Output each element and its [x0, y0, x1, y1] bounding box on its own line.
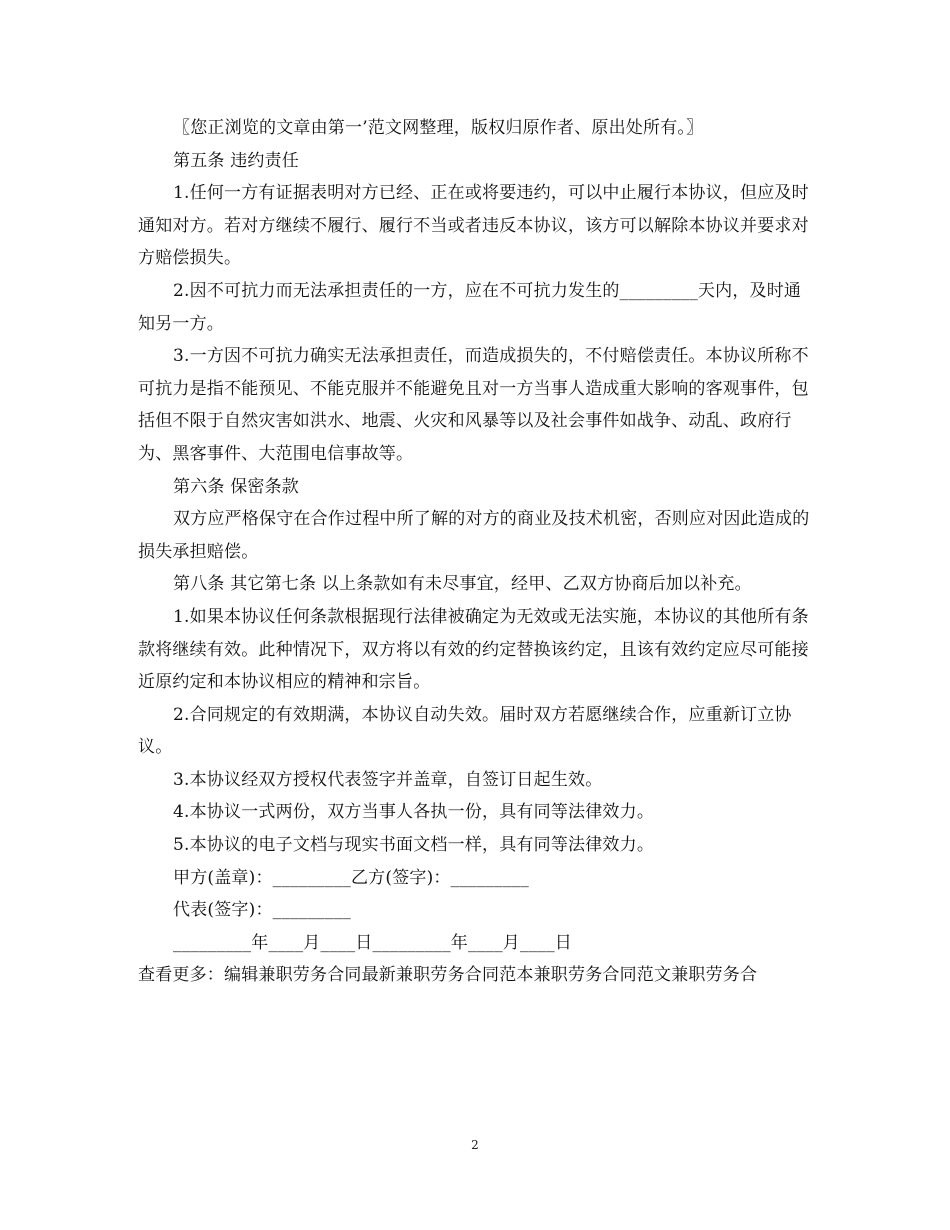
copyright-notice: 〖您正浏览的文章由第一’范文网整理，版权归原作者、原出处所有。〗 — [173, 118, 704, 138]
paragraph: 4.本协议一式两份，双方当事人各执一份，具有同等法律效力。 — [173, 802, 655, 823]
page-number: 2 — [471, 1138, 479, 1152]
paragraph: 3.本协议经双方授权代表签字并盖章，自签订日起生效。 — [173, 769, 603, 790]
signature-line-parties: 甲方(盖章)：_________乙方(签字)：_________ — [173, 867, 529, 888]
paragraph: 5.本协议的电子文档与现实书面文档一样，具有同等法律效力。 — [173, 835, 655, 856]
date-line: _________年____月____日_________年____月____日 — [173, 932, 572, 953]
section-heading-other: 第八条 其它第七条 以上条款如有未尽事宜，经甲、乙双方协商后加以补充。 — [173, 574, 752, 595]
paragraph: 2.合同规定的有效期满，本协议自动失效。届时双方若愿继续合作，应重新订立协议。 — [138, 704, 792, 758]
paragraph: 3.一方因不可抗力确实无法承担责任，而造成损失的，不付赔偿责任。本协议所称不可抗力是指不能预见、不能克服并不能避免且对一方当事人造成重大影响的客观事件，包括但不限于自然灾害如洪水、地震、火灾和风暴等以及社会事件如战争、动乱、政府行为、黑客事件、大范围电信事故等。 — [138, 346, 809, 464]
paragraph: 双方应严格保守在合作过程中所了解的对方的商业及技术机密，否则应对因此造成的损失承担赔偿。 — [138, 509, 810, 562]
more-links-line: 查看更多：编辑兼职劳务合同最新兼职劳务合同范本兼职劳务合同范文兼职劳务合 — [138, 965, 758, 986]
section-heading-breach-liability: 第五条 违约责任 — [173, 150, 300, 171]
section-heading-confidentiality: 第六条 保密条款 — [173, 476, 300, 497]
paragraph: 1.如果本协议任何条款根据现行法律被确定为无效或无法实施，本协议的其他所有条款将继续有效。此种情况下，双方将以有效的约定替换该约定，且该有效约定应尽可能接近原约定和本协议相应的精神和宗旨。 — [138, 606, 809, 693]
document-body — [138, 112, 812, 992]
paragraph: 1.任何一方有证据表明对方已经、正在或将要违约，可以中止履行本协议，但应及时通知对方。若对方继续不履行、履行不当或者违反本协议，该方可以解除本协议并要求对方赔偿损失。 — [138, 183, 809, 269]
signature-line-representative: 代表(签字)：_________ — [173, 900, 351, 921]
paragraph: 2.因不可抗力而无法承担责任的一方，应在不可抗力发生的_________天内，及时通知另一方。 — [138, 280, 802, 334]
